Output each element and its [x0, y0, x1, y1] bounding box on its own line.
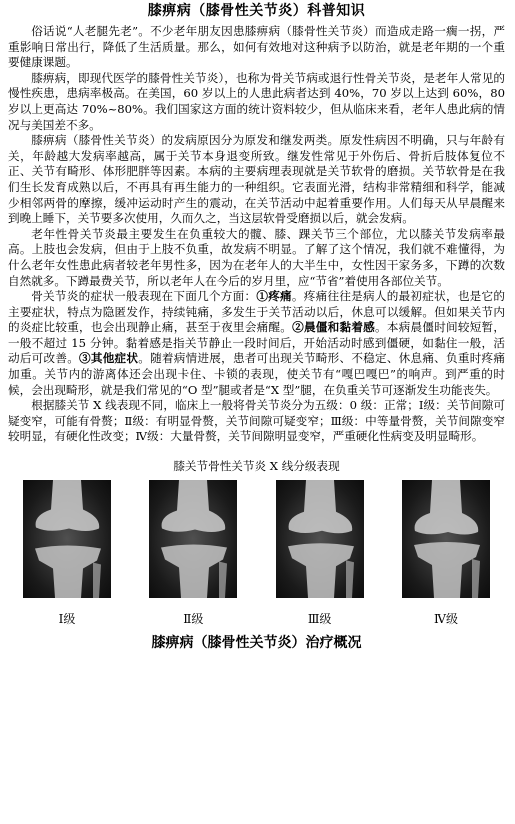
symptom-pain-heading: ①疼痛	[256, 289, 292, 304]
symptom-other-text: 。随着病情进展，患者可出现关节畸形、不稳定、休息痛、负重时疼痛加重。关节内的游离体还会出现卡住、卡锁的表现，使关节有“嘎巴嘎巴”的响声。到严重的时候，会出现畸形，就是我们常见的“O 型”腿或者是“X 型”腿，在负重关节可逐渐发生功能丧失。	[8, 351, 505, 397]
fibula-shape	[472, 559, 480, 598]
fibula-shape	[93, 563, 101, 599]
grade-label: Ⅳ级	[433, 612, 458, 627]
paragraph-sites: 老年性骨关节炎最主要发生在负重较大的髋、膝、踝关节三个部位，尤以膝关节发病率最高。上肢也会发病，但由于上肢不负重，故发病不明显。了解了这个情况，我们就不难懂得，为什么老年女性患此病者较老年男性多，因为在老年人的大半生中，女性因干家务多，下蹲的次数自然就多。下蹲最费关节，所以老年人在今后的岁月里，应“节省”着使用各部位关节。	[8, 226, 505, 288]
paragraph-symptoms	[8, 289, 505, 398]
femur-shape	[162, 480, 226, 532]
figure-caption: 膝关节骨性关节炎 X 线分级表现	[173, 459, 340, 474]
knee-xray-graphic	[149, 480, 237, 598]
xray-grade-4	[393, 480, 499, 626]
symptom-stiffness-text: 。本病晨僵时间较短暂，一般不超过 15 分钟。黏着感是指关节静止一段时间后，开始活动时感到僵硬，如黏住一般，活动后可改善。	[8, 320, 505, 366]
symptom-stiffness-heading: ②晨僵和黏着感	[292, 320, 375, 335]
femur-shape	[288, 480, 352, 533]
femur-shape	[36, 480, 100, 531]
paragraph-grading: 根据膝关节 X 线表现不同，临床上一般将骨关节炎分为五级：0 级：正常；Ⅰ级：关节间隙可疑变窄，可能有骨赘；Ⅱ级：有明显骨赘，关节间隙可疑变窄；Ⅲ级：中等量骨赘，关节间隙变窄较明显，有硬化性改变；Ⅳ级：大量骨赘，关节间隙明显变窄，严重硬化性病变及明显畸形。	[8, 398, 505, 444]
knee-xray-graphic	[276, 480, 364, 598]
femur-shape	[415, 480, 479, 535]
paragraph-definition: 膝痹病，即现代医学的膝骨性关节炎），也称为骨关节病或退行性骨关节炎，是老年人常见的慢性疾患，患病率极高。在美国，60 岁以上的人患此病者达到 40%，70 岁以上达到 60%，80 岁以上更高达 70%~80%。我们国家这方面的统计资料较少，但从临床来看，老年人患此病的情况与美国差不多。	[8, 70, 505, 132]
grade-label: Ⅲ级	[307, 612, 332, 627]
xray-image	[402, 480, 490, 598]
paragraph-causes: 膝痹病（膝骨性关节炎）的发病原因分为原发和继发两类。原发性病因不明确，只与年龄有关，年龄越大发病率越高，属于关节本身退变所致。继发性常见于外伤后、骨折后肢体复位不正、关节有畸形、体形肥胖等因素。本病的主要病理表现就是关节软骨的磨损。关节软骨是在我们生长发育成熟以后，不再具有再生能力的一种组织。它表面光滑，结构非常精细和科学，能减少相邻两骨的摩擦，缓冲运动时产生的震动，在关节活动中起着重要作用。人们每天从早晨醒来到晚上睡下，关节要多次使用，久而久之，当这层软骨受磨损以后，就会发病。	[8, 133, 505, 226]
xray-image	[276, 480, 364, 598]
xray-grade-3	[267, 480, 373, 626]
grade-label: Ⅰ级	[58, 612, 76, 627]
xray-grade-1	[14, 480, 120, 626]
symptom-pain-text: 。疼痛往往是病人的最初症状，也是它的主要症状，特点为隐匿发作，持续钝痛，多发生于关节活动以后，休息可以缓解。但如果关节内的炎症比较重，也会出现静止痛，甚至于夜里会痛醒。	[8, 289, 505, 335]
paragraph-intro: 俗话说“人老腿先老”。不少老年朋友因患膝痹病（膝骨性关节炎）而造成走路一瘸一拐，严重影响日常出行，降低了生活质量。那么，如何有效地对这种病予以防治，就是老年期的一个重要健康课题。	[8, 24, 505, 70]
xray-figure	[8, 480, 505, 626]
tibia-shape	[161, 545, 227, 599]
xray-image	[149, 480, 237, 598]
fibula-shape	[219, 562, 227, 599]
xray-grade-2	[140, 480, 246, 626]
tibia-shape	[35, 546, 101, 599]
xray-image	[23, 480, 111, 598]
fibula-shape	[346, 560, 354, 598]
article-title: 膝痹病（膝骨性关节炎）科普知识	[147, 3, 366, 19]
symptoms-intro: 骨关节炎的症状一般表现在下面几个方面：	[31, 289, 257, 304]
symptom-other-heading: ③其他症状	[79, 351, 139, 366]
tibia-shape	[288, 543, 354, 598]
section-heading-treatment: 膝痹病（膝骨性关节炎）治疗概况	[151, 635, 362, 652]
grade-label: Ⅱ级	[183, 612, 204, 627]
knee-xray-graphic	[402, 480, 490, 598]
tibia-shape	[414, 542, 480, 598]
knee-xray-graphic	[23, 480, 111, 598]
